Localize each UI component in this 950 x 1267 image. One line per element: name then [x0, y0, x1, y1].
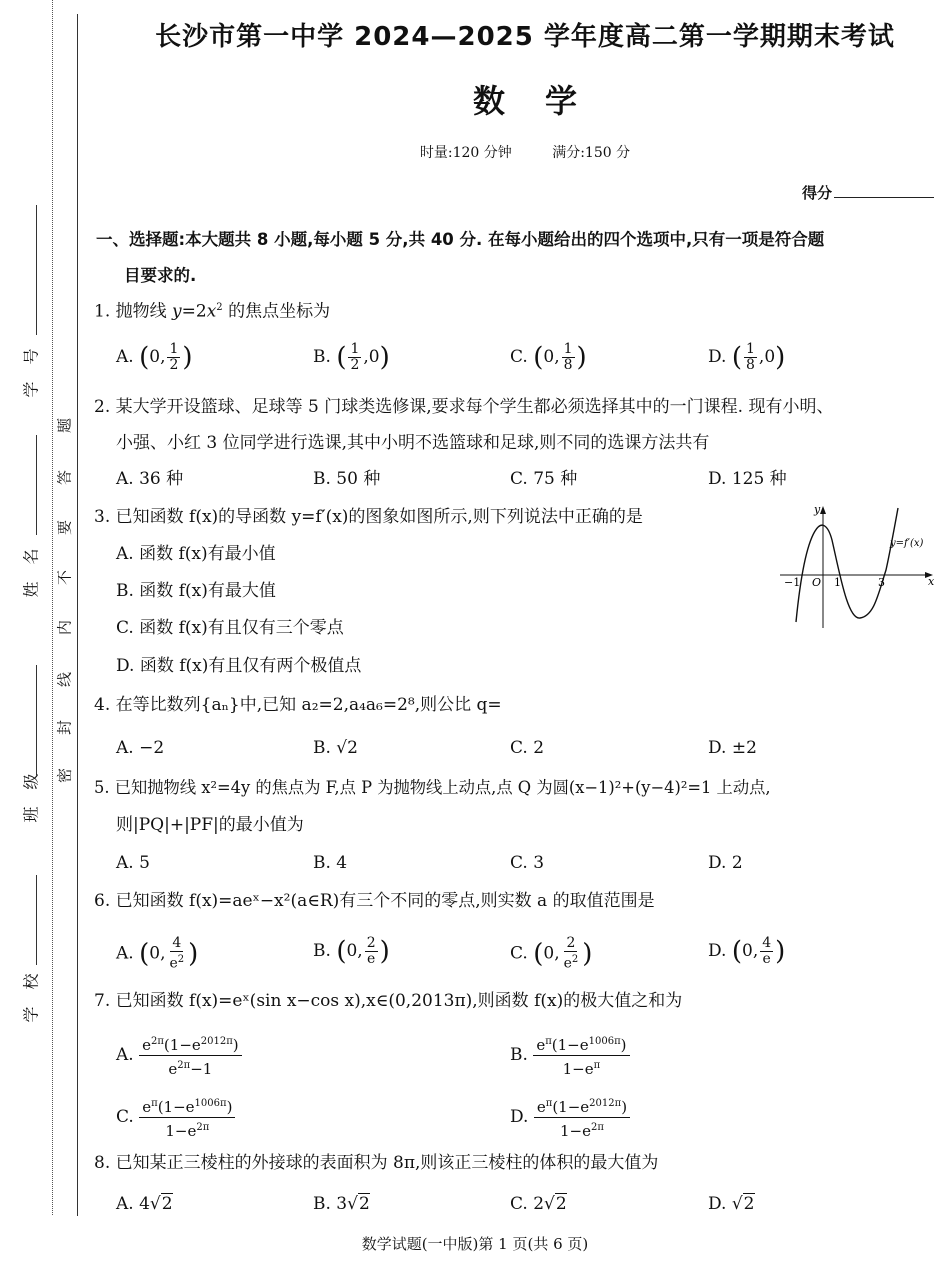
seal-char: 内 [55, 620, 74, 636]
score-field: 得分 [802, 182, 934, 203]
q5-option-a: A. 5 [116, 853, 150, 873]
curve-label: y=f′(x) [890, 538, 924, 549]
q3-option-b: B. 函数 f(x)有最大值 [116, 581, 276, 601]
q8-option-b: B. 3√2 [313, 1194, 370, 1214]
seal-char: 封 [55, 720, 74, 736]
q2-option-c: C. 75 种 [510, 469, 578, 489]
info-field-label: 名 [21, 548, 41, 565]
q7-option-d: D. $\frac{e^\pi(1-e^{2012\pi})}{1-e^{2\pi}}$ [510, 1094, 630, 1141]
tick-3: 3 [878, 576, 885, 589]
q2-option-a: A. 36 种 [116, 469, 184, 489]
q7-option-c: C. $\frac{e^\pi(1-e^{1006\pi})}{1-e^{2\pi}}$ [116, 1094, 235, 1141]
page-footer: 数学试题(一中版)第 1 页(共 6 页) [361, 1235, 589, 1253]
q6-option-d: D. (0, $\frac{4}{e}$ ) [708, 935, 786, 967]
exam-info [100, 142, 950, 162]
q8-option-c: C. 2√2 [510, 1194, 567, 1214]
q3-option-d: D. 函数 f(x)有且仅有两个极值点 [116, 656, 362, 676]
q4-option-c: C. 2 [510, 738, 545, 758]
q4-option-b: B. √2 [313, 738, 358, 758]
question-4: 4. 在等比数列{aₙ}中,已知 a₂=2,a₄a₆=2⁸,则公比 q= [94, 695, 502, 715]
question-7: 7. 已知函数 f(x)=eˣ(sin x−cos x),x∈(0,2013π),则函数 f(x)的极大值之和为 [94, 991, 683, 1011]
seal-char: 答 [55, 470, 74, 486]
q1-option-d: D. ( $\frac{1}{8}$ ,0) [708, 341, 786, 373]
info-field-label: 号 [21, 348, 41, 365]
question-6: 6. 已知函数 f(x)=aeˣ−x²(a∈R)有三个不同的零点,则实数 a 的取值范围是 [94, 891, 655, 911]
q1-option-a: A. (0, $\frac{1}{2}$ ) [116, 341, 193, 373]
question-5-line2: 则|PQ|+|PF|的最小值为 [116, 815, 304, 835]
q6-option-c: C. (0, $\frac{2}{e^2}$ ) [510, 935, 593, 972]
section-heading: 一、选择题:本大题共 8 小题,每小题 5 分,共 40 分. 在每小题给出的四个选项中,只有一项是符合题 目要求的. [96, 230, 825, 285]
q1-option-c: C. (0, $\frac{1}{8}$ ) [510, 341, 587, 373]
q4-option-a: A. −2 [116, 738, 165, 758]
question-2-line2: 小强、小红 3 位同学进行选课,其中小明不选篮球和足球,则不同的选课方法共有 [116, 433, 710, 453]
derivative-graph [778, 500, 938, 630]
question-8: 8. 已知某正三棱柱的外接球的表面积为 8π,则该正三棱柱的体积的最大值为 [94, 1153, 659, 1173]
info-field-line[interactable] [36, 665, 37, 775]
q4-option-d: D. ±2 [708, 738, 757, 758]
seal-char: 要 [55, 520, 74, 536]
time-limit: 时量:120 分钟 [419, 145, 512, 161]
subject-title: 数学 [472, 82, 617, 120]
question-1: 1. 抛物线 $y=2x^2$ 的焦点坐标为 [94, 301, 331, 322]
tick-1: 1 [834, 576, 841, 589]
question-5: 5. 已知抛物线 x²=4y 的焦点为 F,点 P 为抛物线上动点,点 Q 为圆(x−1)²+(y−4)²=1 上动点, [94, 778, 771, 797]
info-field-line[interactable] [36, 875, 37, 965]
q5-option-c: C. 3 [510, 853, 545, 873]
tick-minus-1: −1 [784, 576, 801, 589]
q8-option-a: A. 4√2 [116, 1194, 173, 1214]
binding-dotted-line [52, 0, 53, 1215]
q3-option-c: C. 函数 f(x)有且仅有三个零点 [116, 618, 344, 638]
q5-option-b: B. 4 [313, 853, 348, 873]
score-blank[interactable] [834, 197, 934, 198]
seal-char: 密 [55, 768, 74, 784]
info-field-line[interactable] [36, 205, 37, 335]
info-field-label: 学 [21, 1006, 41, 1023]
info-field-label: 班 [21, 806, 41, 823]
q1-option-b: B. ( $\frac{1}{2}$ ,0) [313, 341, 390, 373]
q3-option-a: A. 函数 f(x)有最小值 [116, 544, 276, 564]
question-2: 2. 某大学开设篮球、足球等 5 门球类选修课,要求每个学生都必须选择其中的一门课程. 现有小明、 [94, 397, 834, 417]
graph-x-label: x [928, 575, 935, 588]
graph-y-label: y [814, 503, 821, 516]
q2-option-d: D. 125 种 [708, 469, 787, 489]
question-3: 3. 已知函数 f(x)的导函数 y=f′(x)的图象如图所示,则下列说法中正确的是 [94, 507, 643, 527]
seal-char: 线 [55, 672, 74, 688]
q7-option-b: B. $\frac{e^\pi(1-e^{1006\pi})}{1-e^\pi}$ [510, 1032, 630, 1079]
full-score: 满分:150 分 [552, 145, 631, 161]
q6-option-a: A. (0, $\frac{4}{e^2}$ ) [116, 935, 199, 972]
q6-option-b: B. (0, $\frac{2}{e}$ ) [313, 935, 390, 967]
binding-solid-line [77, 14, 78, 1216]
q2-option-b: B. 50 种 [313, 469, 381, 489]
info-field-label: 学 [21, 381, 41, 398]
q7-option-a: A. $\frac{e^{2\pi}(1-e^{2012\pi})}{e^{2\pi}-1}$ [116, 1032, 242, 1079]
q8-option-d: D. √2 [708, 1194, 755, 1214]
q5-option-d: D. 2 [708, 853, 743, 873]
exam-title: 长沙市第一中学 2024—2025 学年度高二第一学期期末考试 [155, 22, 895, 52]
info-field-line[interactable] [36, 435, 37, 535]
info-field-label: 校 [21, 973, 41, 990]
seal-char: 不 [55, 570, 74, 586]
info-field-label: 级 [21, 773, 41, 790]
tick-origin: O [812, 576, 822, 589]
seal-char: 题 [55, 418, 74, 434]
info-field-label: 姓 [21, 581, 41, 598]
